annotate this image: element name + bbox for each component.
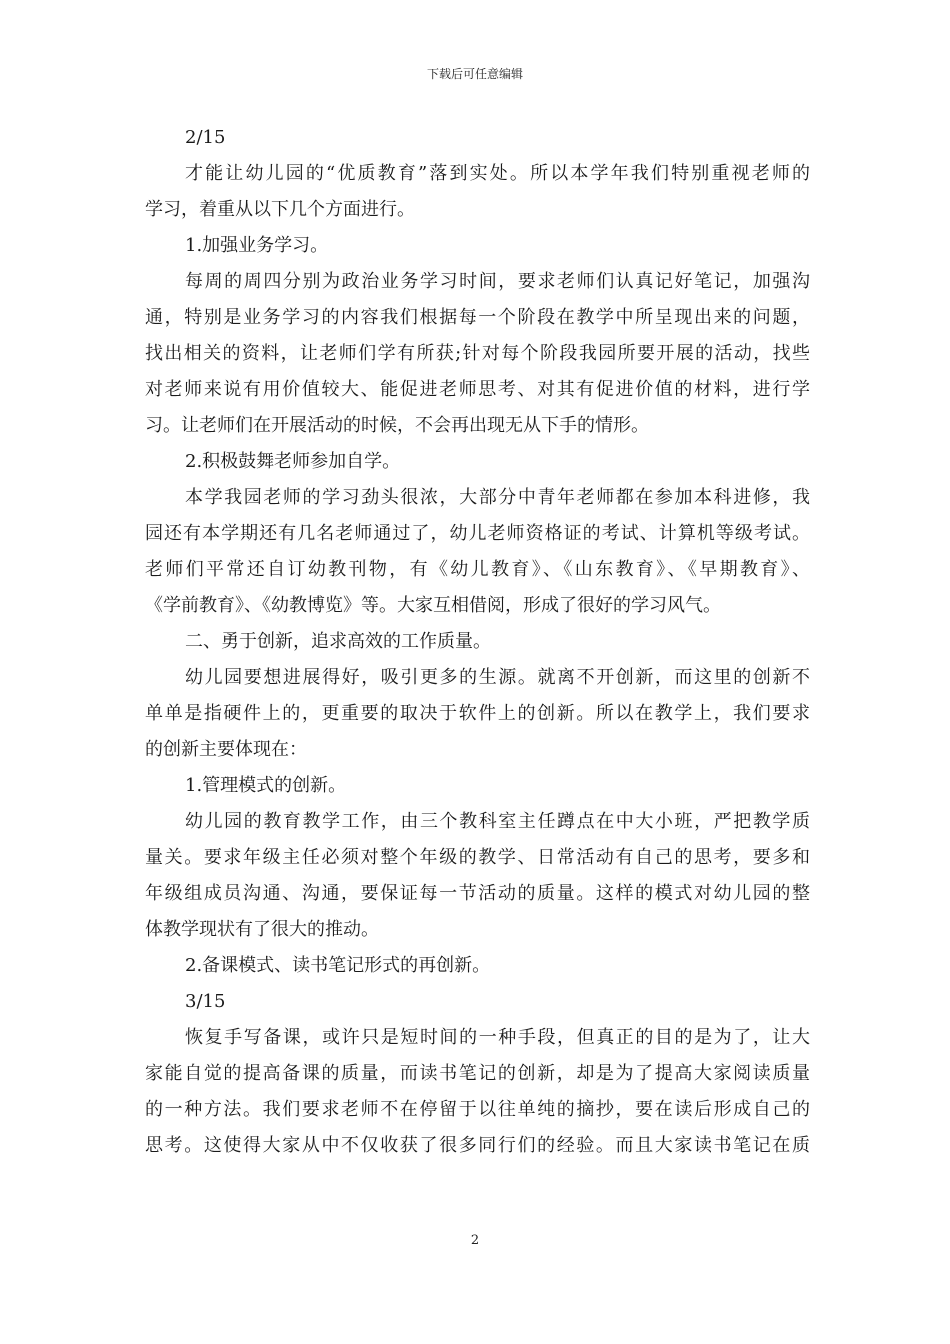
- text-line: 通，特别是业务学习的内容我们根据每一个阶段在教学中所呈现出来的问题，: [145, 307, 810, 328]
- text-line: 老师们平常还自订幼教刊物，有《幼儿教育》、《山东教育》、《早期教育》、: [145, 559, 810, 580]
- text-line: 单单是指硬件上的，更重要的取决于软件上的创新。所以在教学上，我们要求: [145, 703, 810, 724]
- text-line: 家能自觉的提高备课的质量，而读书笔记的创新，却是为了提高大家阅读质量: [145, 1063, 810, 1084]
- document-body: [145, 120, 810, 1164]
- text-line: 3/15: [185, 991, 226, 1012]
- text-line: 二、勇于创新，追求高效的工作质量。: [185, 631, 491, 652]
- text-line: 找出相关的资料，让老师们学有所获;针对每个阶段我园所要开展的活动，找些: [145, 343, 810, 364]
- text-line: 体教学现状有了很大的推动。: [145, 919, 379, 940]
- text-line: 的创新主要体现在：: [145, 739, 307, 760]
- text-line: 幼儿园的教育教学工作，由三个教科室主任蹲点在中大小班，严把教学质: [185, 811, 810, 832]
- page-footer: [0, 1233, 950, 1249]
- text-line: 学习，着重从以下几个方面进行。: [145, 199, 415, 220]
- page-number: 2: [470, 1233, 480, 1248]
- text-line: 2.积极鼓舞老师参加自学。: [185, 451, 401, 472]
- text-line: 年级组成员沟通、沟通，要保证每一节活动的质量。这样的模式对幼儿园的整: [145, 883, 810, 904]
- text-line: 每周的周四分别为政治业务学习时间，要求老师们认真记好笔记，加强沟: [185, 271, 810, 292]
- text-line: 的一种方法。我们要求老师不在停留于以往单纯的摘抄，要在读后形成自己的: [145, 1099, 810, 1120]
- text-line: 园还有本学期还有几名老师通过了，幼儿老师资格证的考试、计算机等级考试。: [145, 523, 810, 544]
- text-line: 本学我园老师的学习劲头很浓，大部分中青年老师都在参加本科进修，我: [185, 487, 810, 508]
- text-line: 习。让老师们在开展活动的时候，不会再出现无从下手的情形。: [145, 415, 649, 436]
- text-line: 量关。要求年级主任必须对整个年级的教学、日常活动有自己的思考，要多和: [145, 847, 810, 868]
- header-text: 下载后可任意编辑: [426, 67, 523, 81]
- text-line: 1.加强业务学习。: [185, 235, 329, 256]
- text-line: 1.管理模式的创新。: [185, 775, 347, 796]
- text-line: 对老师来说有用价值较大、能促进老师思考、对其有促进价值的材料，进行学: [145, 379, 810, 400]
- text-line: 2.备课模式、读书笔记形式的再创新。: [185, 955, 491, 976]
- text-line: 幼儿园要想进展得好，吸引更多的生源。就离不开创新，而这里的创新不: [185, 667, 810, 688]
- text-line: 思考。这使得大家从中不仅收获了很多同行们的经验。而且大家读书笔记在质: [145, 1135, 810, 1156]
- page-header: [0, 66, 950, 82]
- text-line: 恢复手写备课，或许只是短时间的一种手段，但真正的目的是为了，让大: [185, 1027, 810, 1048]
- text-line: 2/15: [185, 127, 226, 148]
- text-line: 《学前教育》、《幼教博览》等。大家互相借阅，形成了很好的学习风气。: [145, 595, 721, 616]
- text-line: 才能让幼儿园的“优质教育”落到实处。所以本学年我们特别重视老师的: [185, 163, 810, 184]
